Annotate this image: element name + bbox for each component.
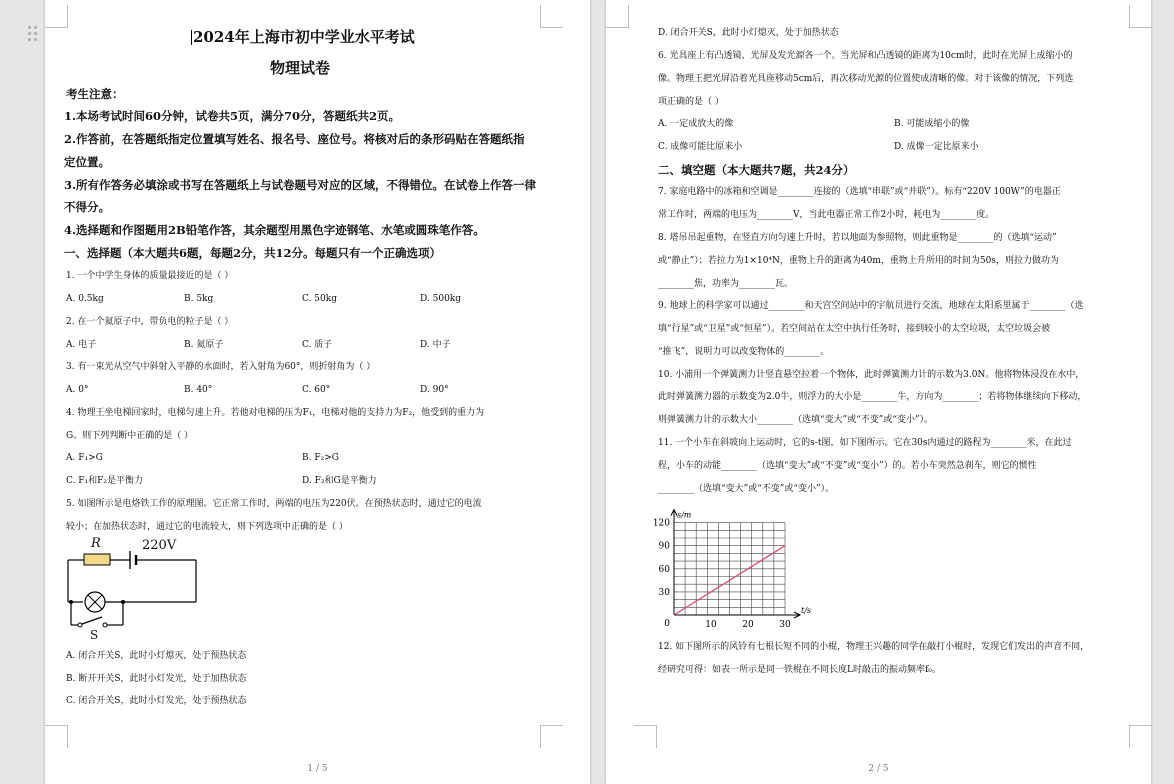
x-axis-label: t/s: [801, 606, 812, 615]
page-subtitle: 物理试卷: [270, 59, 331, 77]
y-tick-label: 120: [652, 518, 670, 529]
option: C. 质子: [302, 340, 333, 350]
page-number: 2 / 5: [868, 764, 889, 774]
question-2: 2. 在一个氦原子中，带负电的粒子是（ ）: [66, 317, 234, 327]
question-7-cont: 常工作时，两端的电压为________V，当此电器正常工作2小时，耗电为________度。: [658, 210, 995, 220]
option: D. 中子: [420, 340, 451, 350]
question-12: 12. 如下图所示的风铃有七根长短不同的小棍，物理王兴趣的同学在敲打小棍时，发现它们发出的声音不同，: [658, 642, 1090, 652]
x-tick-label: 20: [742, 620, 754, 630]
option: D. F₂和G是平衡力: [302, 476, 377, 486]
question-8-cont: ________焦，功率为________瓦。: [658, 279, 794, 289]
st-graph: [648, 502, 818, 637]
voltage-label: 220V: [142, 538, 177, 553]
question-3: 3. 有一束光从空气中斜射入平静的水面时，若入射角为60°，则折射角为（ ）: [66, 362, 376, 372]
option: A. F₁>G: [66, 453, 103, 463]
option: C. F₁和F₂是平衡力: [66, 476, 143, 486]
drag-handle-icon[interactable]: [28, 26, 40, 44]
crop-mark: [540, 725, 563, 748]
resistor: [84, 554, 110, 565]
question-11-cont: ________（选填“变大”或“不变”或“变小”）。: [658, 484, 835, 494]
notice-line: 4.选择题和作图题用2B铅笔作答，其余题型用黑色字迹钢笔、水笔或圆珠笔作答。: [64, 223, 485, 237]
option: A. 一定成放大的像: [658, 119, 734, 129]
text-cursor: [191, 30, 192, 45]
y-tick-label: 60: [658, 564, 670, 575]
option: D. 成像一定比原来小: [894, 142, 979, 152]
question-4-cont: G。则下列判断中正确的是（ ）: [66, 431, 194, 441]
question-6-cont: 项正确的是（ ）: [658, 97, 724, 107]
resistor-label: R: [91, 536, 101, 551]
question-6-cont: 像。物理王把光屏沿着光具座移动5cm后，再次移动光源的位置使成清晰的像。对于该像的情况，下列选: [658, 74, 1074, 84]
notice-line: 定位置。: [64, 155, 110, 169]
option: A. 电子: [66, 340, 97, 350]
question-6: 6. 光具座上有凸透镜、光屏及发光源各一个。当光屏和凸透镜的距离为10cm时，此时在光屏上成缩小的: [658, 51, 1073, 61]
x-tick-label: 30: [779, 620, 791, 630]
notice-line: 3.所有作答务必填涂或书写在答题纸上与试卷题号对应的区域，不得错位。在试卷上作答一律: [64, 178, 537, 192]
y-axis-label: s/m: [677, 510, 692, 520]
question-8: 8. 塔吊吊起重物，在竖直方向匀速上升时，若以地面为参照物，则此重物是________的（选填“运动”: [658, 233, 1057, 243]
question-7: 7. 家庭电路中的冰箱和空调是________连接的（选填“串联”或“并联”）。标有“220V 100W”的电器正: [658, 187, 1061, 197]
option: D. 闭合开关S，此时小灯熄灭，处于加热状态: [658, 28, 839, 38]
crop-mark: [1129, 725, 1152, 748]
switch-label: S: [90, 628, 99, 642]
section-heading: 一、选择题（本大题共6题，每题2分，共12分。每题只有一个正确选项）: [64, 246, 442, 260]
option: B. F₂>G: [302, 453, 339, 463]
crop-mark: [1129, 5, 1152, 28]
question-9-cont: “推飞”，说明力可以改变物体的________。: [658, 347, 830, 357]
x-tick-label: 10: [705, 620, 717, 630]
question-9-cont: 填“行星”或“卫星”或“恒星”）。若空间站在太空中执行任务时，接到较小的太空垃圾，太空垃圾会被: [658, 324, 1051, 334]
option: C. 闭合开关S，此时小灯发光，处于预热状态: [66, 696, 247, 706]
option: B. 5kg: [184, 294, 214, 304]
question-5-cont: 较小；在加热状态时，通过它的电流较大，则下列选项中正确的是（ ）: [66, 522, 348, 532]
notice-line: 1.本场考试时间60分钟，试卷共5页，满分70分，答题纸共2页。: [64, 109, 401, 123]
question-10: 10. 小浦用一个弹簧测力计竖直悬空拉着一个物体，此时弹簧测力计的示数为3.0N。他将物体浸没在水中，: [658, 370, 1085, 380]
crop-mark: [45, 5, 68, 28]
option: D. 500kg: [420, 294, 462, 304]
origin-label: 0: [664, 619, 670, 629]
question-5: 5. 如图所示是电烙铁工作的原理图。它正常工作时，两端的电压为220伏。在预热状态时，通过它的电流: [66, 499, 482, 509]
question-10-cont: 则弹簧测力计的示数大小________（选填“变大”或“不变”或“变小”）。: [658, 415, 934, 425]
crop-mark: [45, 725, 68, 748]
question-8-cont: 或“静止”）；若拉力为1×10⁴N，重物上升的距离为40m，重物上升所用的时间为50s，则拉力做功为: [658, 256, 1059, 266]
option: C. 60°: [302, 385, 331, 395]
option: C. 成像可能比原来小: [658, 142, 743, 152]
crop-mark: [540, 5, 563, 28]
option: C. 50kg: [302, 294, 337, 304]
page-title: 2024年上海市初中学业水平考试: [193, 28, 415, 46]
option: A. 闭合开关S，此时小灯熄灭，处于预热状态: [66, 651, 247, 661]
question-9: 9. 地球上的科学家可以通过________和天宫空间站中的宇航员进行交流，地球在太阳系里属于________（选: [658, 301, 1084, 311]
question-11-cont: 程，小车的动能________（选填“变大”或“不变”或“变小”）的。若小车突然急刹车，则它的惯性: [658, 461, 1037, 471]
question-12-cont: 经研究可得：如表一所示是同一铁棍在不同长度L时敲击的振动频率f₀。: [658, 665, 941, 675]
option: B. 氦原子: [184, 340, 224, 350]
option: A. 0°: [66, 385, 89, 395]
question-10-cont: 此时弹簧测力器的示数变为2.0牛，则浮力的大小是________牛，方向为________；若将物体继续向下移动，: [658, 392, 1087, 402]
option: B. 可能成缩小的像: [894, 119, 970, 129]
notice-heading: 考生注意：: [66, 87, 124, 101]
crop-mark: [606, 5, 629, 28]
question-11: 11. 一个小车在斜坡向上运动时，它的s-t图，如下图所示。它在30s内通过的路程为________米，在此过: [658, 438, 1072, 448]
question-1: 1. 一个中学生身体的质量最接近的是（ ）: [66, 271, 234, 281]
question-4: 4. 物理王坐电梯回家时，电梯匀速上升。若他对电梯的压为F₁，电梯对他的支持力为F₂，他受到的重力为: [66, 408, 485, 418]
page-number: 1 / 5: [307, 764, 328, 774]
option: B. 40°: [184, 385, 213, 395]
switch: [82, 617, 102, 624]
y-tick-label: 90: [658, 541, 670, 552]
option: B. 断开开关S，此时小灯发光，处于加热状态: [66, 674, 247, 684]
y-tick-label: 30: [658, 587, 670, 598]
option: A. 0.5kg: [66, 294, 104, 304]
notice-line: 2.作答前，在答题纸指定位置填写姓名、报名号、座位号。将核对后的条形码贴在答题纸指: [64, 132, 525, 146]
section-heading: 二、填空题（本大题共7题，共24分）: [658, 163, 855, 177]
crop-mark: [634, 725, 657, 748]
option: D. 90°: [420, 385, 449, 395]
notice-line: 不得分。: [64, 200, 110, 214]
circuit-diagram: [60, 535, 210, 645]
